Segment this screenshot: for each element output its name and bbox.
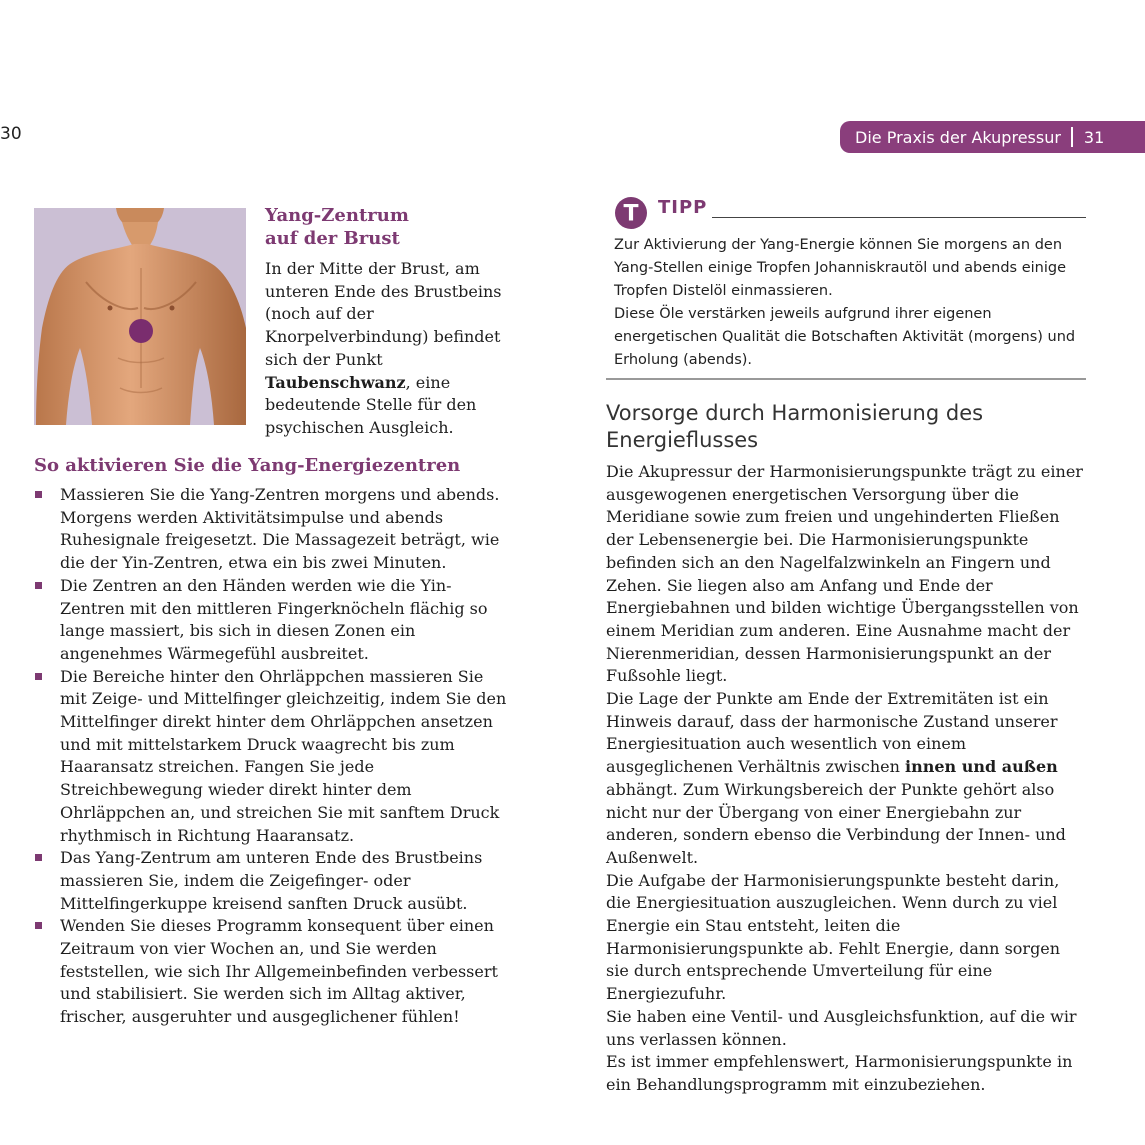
- acupressure-point-icon: [129, 319, 153, 343]
- list-item: [34, 847, 510, 915]
- tip-icon-letter: T: [623, 201, 639, 227]
- activate-heading: So aktivieren Sie die Yang-Energiezentren: [34, 455, 461, 476]
- yang-center-title: [265, 204, 525, 250]
- yang-text-part: , eine bedeutende Stelle für den psychischen Ausgleich.: [265, 372, 477, 437]
- paragraph: Sie haben eine Ventil- und Ausgleichsfunktion, auf die wir uns verlassen können.: [606, 1006, 1077, 1049]
- tip-t-icon: [614, 196, 648, 230]
- bullet-square-icon: [35, 854, 42, 861]
- list-item-text: Die Zentren an den Händen werden wie die Yin-Zentren mit den mittleren Fingerknöcheln flächig so lange massiert, bis sich in diesen Zonen ein angenehmes Wärmegefühl ausbreitet.: [60, 575, 488, 663]
- paragraph: [606, 688, 1084, 870]
- vorsorge-heading: Vorsorge durch Harmonisierung des Energieflusses: [606, 401, 984, 452]
- list-item: [34, 484, 510, 575]
- bullet-square-icon: [35, 922, 42, 929]
- list-item-text: Das Yang-Zentrum am unteren Ende des Brustbeins massieren Sie, indem die Zeigefinger- oder Mittelfingerkuppe kreisend sanften Druck ausübt.: [60, 848, 483, 913]
- yang-title-line-2: auf der Brust: [265, 228, 400, 249]
- paragraph-part: Die Lage der Punkte am Ende der Extremitäten ist ein Hinweis darauf, dass der harmonische Zustand unserer Energiesituation auch wesentlich von einem ausgeglichenen Verhältnis zwischen: [606, 689, 1058, 777]
- paragraph: Die Aufgabe der Harmonisierungspunkte besteht darin, die Energiesituation auszugleichen. Wenn durch zu viel Energie ein Stau entsteht, leiten die Harmonisierungspunkte ab. Fehlt Energie, dann sorgen sie durch entsprechende Umverteilung für eine Energiezufuhr.: [606, 870, 1061, 1004]
- list-item-text: Massieren Sie die Yang-Zentren morgens und abends. Morgens werden Aktivitätsimpulse und abends Ruhesignale freigesetzt. Die Massagezeit beträgt, wie die der Yin-Zentren, etwa ein bis zwei Minuten.: [60, 485, 500, 573]
- yang-center-description: [265, 258, 515, 440]
- tip-rule-top: [712, 217, 1086, 218]
- torso-illustration-icon: [34, 208, 246, 425]
- torso-illustration: [34, 208, 246, 425]
- paragraph-part: abhängt. Zum Wirkungsbereich der Punkte gehört also nicht nur der Übergang von einer Energiebahn zur anderen, sondern ebenso die Verbindung der Innen- und Außenwelt.: [606, 779, 1066, 867]
- activation-steps-list: [34, 484, 510, 1029]
- list-item: [34, 915, 510, 1029]
- tip-text-1: Zur Aktivierung der Yang-Energie können Sie morgens an den Yang-Stellen einige Tropfen Johanniskrautöl und abends einige Tropfen Distelöl einmassieren.: [614, 237, 1066, 299]
- page-number-right: 31: [1083, 127, 1105, 147]
- tip-text-2: Diese Öle verstärken jeweils aufgrund ihrer eigenen energetischen Qualität die Botschaften Aktivität (morgens) und Erholung (abends).: [614, 306, 1076, 368]
- yang-text-bold: Taubenschwanz: [265, 372, 406, 392]
- list-item: [34, 575, 510, 666]
- tip-box: [606, 196, 1086, 372]
- paragraph: Die Akupressur der Harmonisierungspunkte trägt zu einer ausgewogenen energetischen Versorgung über die Meridiane sowie zum freien und ungehinderten Fließen der Lebensenergie bei. Die Harmonisierungspunkte befinden sich an den Nagelfalzwinkeln an Fingern und Zehen. Sie liegen also am Anfang und Ende der Energiebahnen und bilden wichtige Übergangsstellen von einem Meridian zum anderen. Eine Ausnahme macht der Nierenmeridian, dessen Harmonisierungspunkt an der Fußsohle liegt.: [606, 462, 1083, 686]
- page-number-left: 30: [0, 124, 22, 144]
- tip-text: [606, 234, 1086, 372]
- tip-label: TIPP: [658, 197, 708, 218]
- header-section-title: Die Praxis der Akupressur: [855, 127, 1061, 147]
- yang-text-part: In der Mitte der Brust, am unteren Ende des Brustbeins (noch auf der Knorpelverbindung) befindet sich der Punkt: [265, 259, 502, 369]
- bullet-square-icon: [35, 582, 42, 589]
- header-separator: [1071, 127, 1073, 147]
- tip-rule-bottom: [606, 378, 1086, 380]
- yang-title-line-1: Yang-Zentrum: [265, 205, 409, 226]
- paragraph-bold: innen und außen: [905, 757, 1058, 777]
- list-item-text: Wenden Sie dieses Programm konsequent über einen Zeitraum von vier Wochen an, und Sie werden feststellen, wie sich Ihr Allgemeinbefinden verbessert und stabilisiert. Sie werden sich im Alltag aktiver, frischer, ausgeruhter und ausgeglichener fühlen!: [60, 916, 498, 1027]
- list-item: [34, 666, 510, 848]
- bullet-square-icon: [35, 673, 42, 680]
- list-item-text: Die Bereiche hinter den Ohrläppchen massieren Sie mit Zeige- und Mittelfinger gleichzeitig, indem Sie den Mittelfinger direkt hinter dem Ohrläppchen ansetzen und mit mittelstarkem Druck waagrecht bis zum Haaransatz streichen. Fangen Sie jede Streichbewegung wieder direkt hinter dem Ohrläppchen an, und streichen Sie mit sanftem Druck rhythmisch in Richtung Haaransatz.: [60, 666, 507, 845]
- running-header: [840, 121, 1145, 153]
- tip-header: [606, 196, 1086, 228]
- bullet-square-icon: [35, 491, 42, 498]
- vorsorge-body: [606, 461, 1084, 1097]
- paragraph: Es ist immer empfehlenswert, Harmonisierungspunkte in ein Behandlungsprogramm mit einzubeziehen.: [606, 1052, 1073, 1094]
